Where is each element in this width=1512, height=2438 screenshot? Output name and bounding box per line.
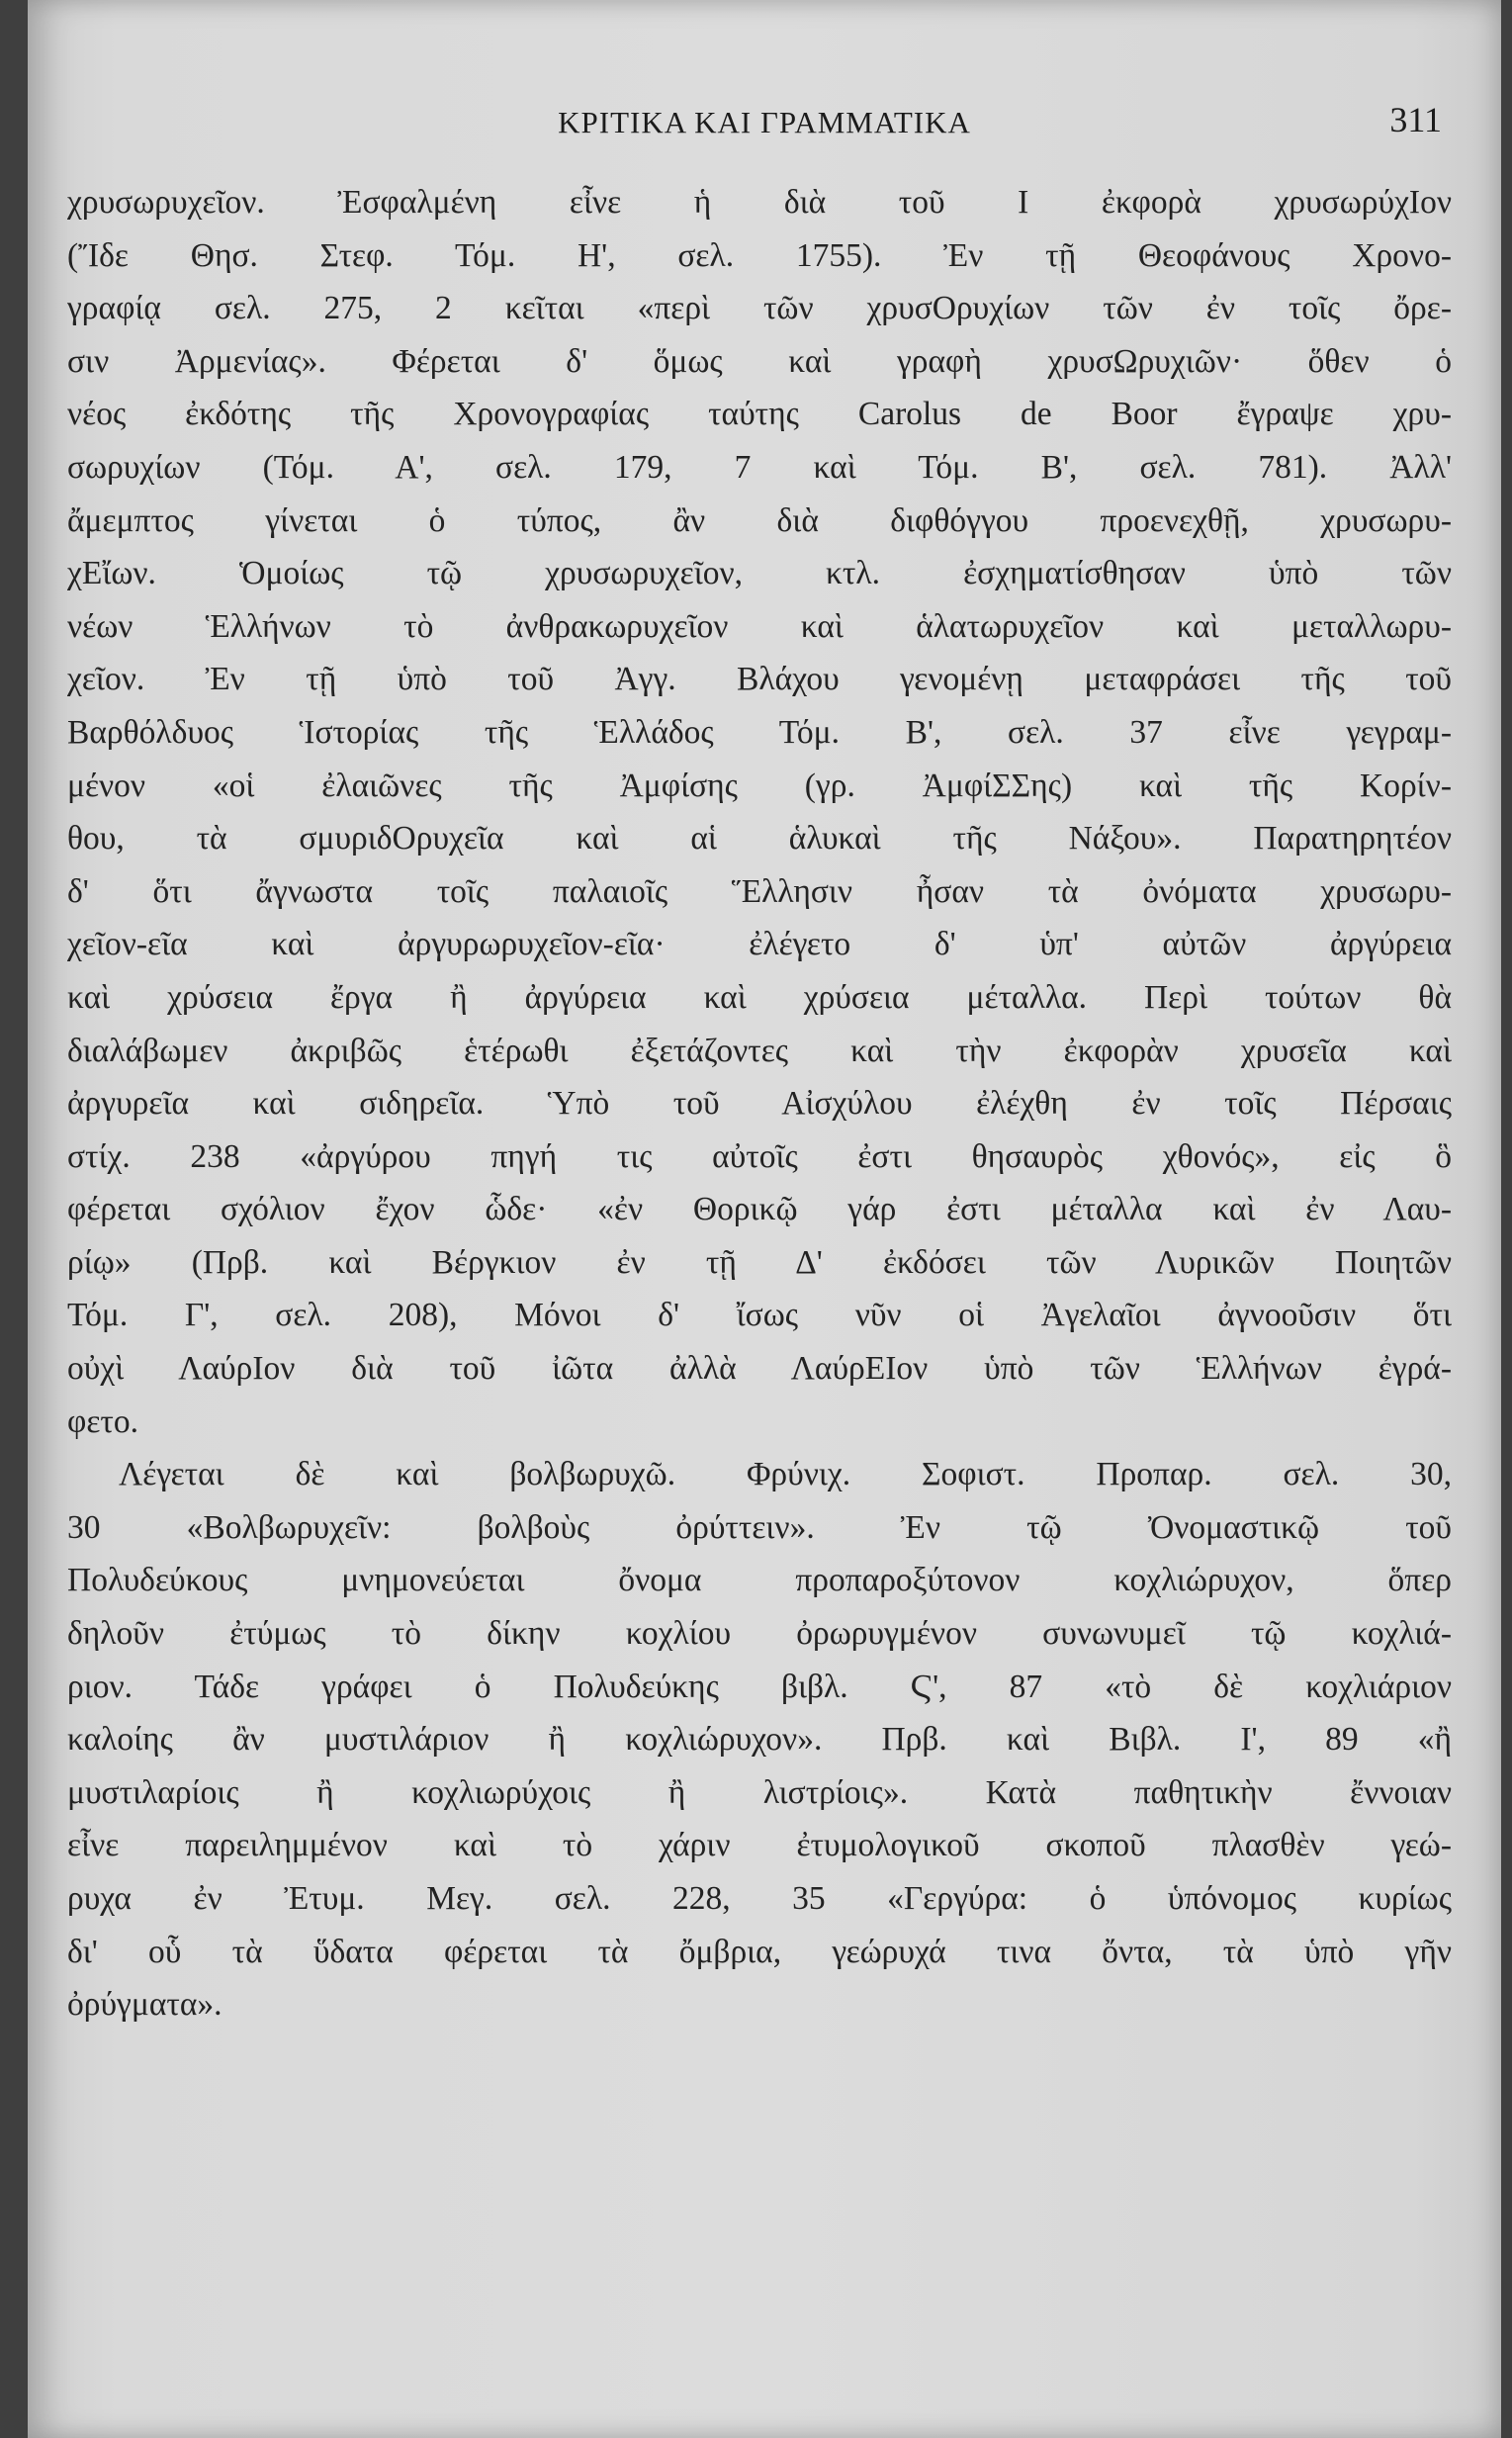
text-line: ρίῳ» (Πρβ. καὶ Βέργκιον ἐν τῇ Δ' ἐκδόσει τῶν Λυρικῶν Ποιητῶν <box>67 1243 1452 1281</box>
text-line: (Ἴδε Θησ. Στεφ. Τόμ. Η', σελ. 1755). Ἐν τῇ Θεοφάνους Χρονο- <box>67 236 1452 274</box>
text-line: νέων Ἑλλήνων τὸ ἀνθρακωρυχεῖον καὶ ἁλατωρυχεῖον καὶ μεταλλωρυ- <box>67 607 1452 645</box>
page-number: 311 <box>1389 100 1442 139</box>
text-line: καλοίης ἂν μυστιλάριον ἢ κοχλιώρυχον». Πρβ. καὶ Βιβλ. Ι', 89 «ἢ <box>67 1721 1452 1759</box>
text-line: οὐχὶ ΛαύρΙον διὰ τοῦ ἰῶτα ἀλλὰ ΛαύρΕΙον ὑπὸ τῶν Ἑλλήνων ἐγρά- <box>67 1350 1452 1388</box>
text-line: Πολυδεύκους μνημονεύεται ὄνομα προπαροξύτονον κοχλιώρυχον, ὅπερ <box>67 1562 1452 1599</box>
text-line: φέρεται σχόλιον ἔχον ὧδε· «ἐν Θορικῷ γάρ ἐστι μέταλλα καὶ ἐν Λαυ- <box>67 1191 1452 1228</box>
text-line: σωρυχίων (Τόμ. Α', σελ. 179, 7 καὶ Τόμ. Β', σελ. 781). Ἀλλ' <box>67 448 1452 486</box>
text-line: δ' ὅτι ἄγνωστα τοῖς παλαιοῖς Ἕλλησιν ἦσαν τὰ ὀνόματα χρυσωρυ- <box>67 872 1452 910</box>
text-line: δηλοῦν ἐτύμως τὸ δίκην κοχλίου ὀρωρυγμένον συνωνυμεῖ τῷ κοχλιά- <box>67 1615 1452 1653</box>
text-line: σιν Ἀρμενίας». Φέρεται δ' ὅμως καὶ γραφὴ χρυσΩρυχιῶν· ὅθεν ὁ <box>67 342 1452 380</box>
text-line: στίχ. 238 «ἀργύρου πηγή τις αὐτοῖς ἐστι θησαυρὸς χθονός», εἰς ὃ <box>67 1137 1452 1175</box>
text-line: φετο. <box>67 1402 138 1440</box>
text-line: ἄμεμπτος γίνεται ὁ τύπος, ἂν διὰ διφθόγγου προενεχθῇ, χρυσωρυ- <box>67 501 1452 539</box>
text-line: χρυσωρυχεῖον. Ἐσφαλμένη εἶνε ἡ διὰ τοῦ Ι ἐκφορὰ χρυσωρύχΙον <box>67 184 1452 221</box>
text-line: 30 «Βολβωρυχεῖν: βολβοὺς ὀρύττειν». Ἐν τῷ Ὀνομαστικῷ τοῦ <box>67 1508 1452 1546</box>
text-line: θου, τὰ σμυριδΟρυχεῖα καὶ αἱ ἁλυκαὶ τῆς Νάξου». Παρατηρητέον <box>67 820 1452 858</box>
text-line: ριον. Τάδε γράφει ὁ Πολυδεύκης βιβλ. Ϛ', 87 «τὸ δὲ κοχλιάριον <box>67 1668 1452 1705</box>
text-line: χΕἴων. Ὁμοίως τῷ χρυσωρυχεῖον, κτλ. ἐσχηματίσθησαν ὑπὸ τῶν <box>67 555 1452 592</box>
text-line: Λέγεται δὲ καὶ βολβωρυχῶ. Φρύνιχ. Σοφιστ. Προπαρ. σελ. 30, <box>119 1456 1452 1493</box>
text-line: μυστιλαρίοις ἢ κοχλιωρύχοις ἢ λιστρίοις». Κατὰ παθητικὴν ἔννοιαν <box>67 1773 1452 1811</box>
page-header <box>87 99 1442 158</box>
text-line: Τόμ. Γ', σελ. 208), Μόνοι δ' ἴσως νῦν οἱ Ἀγελαῖοι ἀγνοοῦσιν ὅτι <box>67 1297 1452 1334</box>
text-line: χεῖον-εῖα καὶ ἀργυρωρυχεῖον-εῖα· ἐλέγετο δ' ὑπ' αὐτῶν ἀργύρεια <box>67 926 1452 963</box>
running-title: ΚΡΙΤΙΚΑ ΚΑΙ ΓΡΑΜΜΑΤΙΚΑ <box>558 105 971 139</box>
text-line: Βαρθόλδυος Ἱστορίας τῆς Ἑλλάδος Τόμ. Β', σελ. 37 εἶνε γεγραμ- <box>67 713 1452 751</box>
text-line: νέος ἐκδότης τῆς Χρονογραφίας ταύτης Carolus de Boor ἔγραψε χρυ- <box>67 396 1452 433</box>
text-line: γραφίᾳ σελ. 275, 2 κεῖται «περὶ τῶν χρυσΟρυχίων τῶν ἐν τοῖς ὄρε- <box>67 290 1452 327</box>
text-line: δι' οὗ τὰ ὕδατα φέρεται τὰ ὄμβρια, γεώρυχά τινα ὄντα, τὰ ὑπὸ γῆν <box>67 1933 1452 1970</box>
body-text <box>67 176 1452 2032</box>
text-line: διαλάβωμεν ἀκριβῶς ἑτέρωθι ἐξετάζοντες καὶ τὴν ἐκφορὰν χρυσεῖα καὶ <box>67 1032 1452 1069</box>
text-line: ἀργυρεῖα καὶ σιδηρεῖα. Ὑπὸ τοῦ Αἰσχύλου ἐλέχθη ἐν τοῖς Πέρσαις <box>67 1085 1452 1123</box>
text-line: ὀρύγματα». <box>67 1986 222 2024</box>
text-line: χεῖον. Ἐν τῇ ὑπὸ τοῦ Ἀγγ. Βλάχου γενομένῃ μεταφράσει τῆς τοῦ <box>67 661 1452 698</box>
book-page <box>28 0 1501 2438</box>
text-line: καὶ χρύσεια ἔργα ἢ ἀργύρεια καὶ χρύσεια μέταλλα. Περὶ τούτων θὰ <box>67 978 1452 1016</box>
text-line: μένον «οἱ ἐλαιῶνες τῆς Ἀμφίσης (γρ. ἈμφίΣΣης) καὶ τῆς Κορίν- <box>67 767 1452 804</box>
text-line: εἶνε παρειλημμένον καὶ τὸ χάριν ἐτυμολογικοῦ σκοποῦ πλασθὲν γεώ- <box>67 1827 1452 1864</box>
text-line: ρυχα ἐν Ἐτυμ. Μεγ. σελ. 228, 35 «Γεργύρα: ὁ ὑπόνομος κυρίως <box>67 1880 1452 1917</box>
